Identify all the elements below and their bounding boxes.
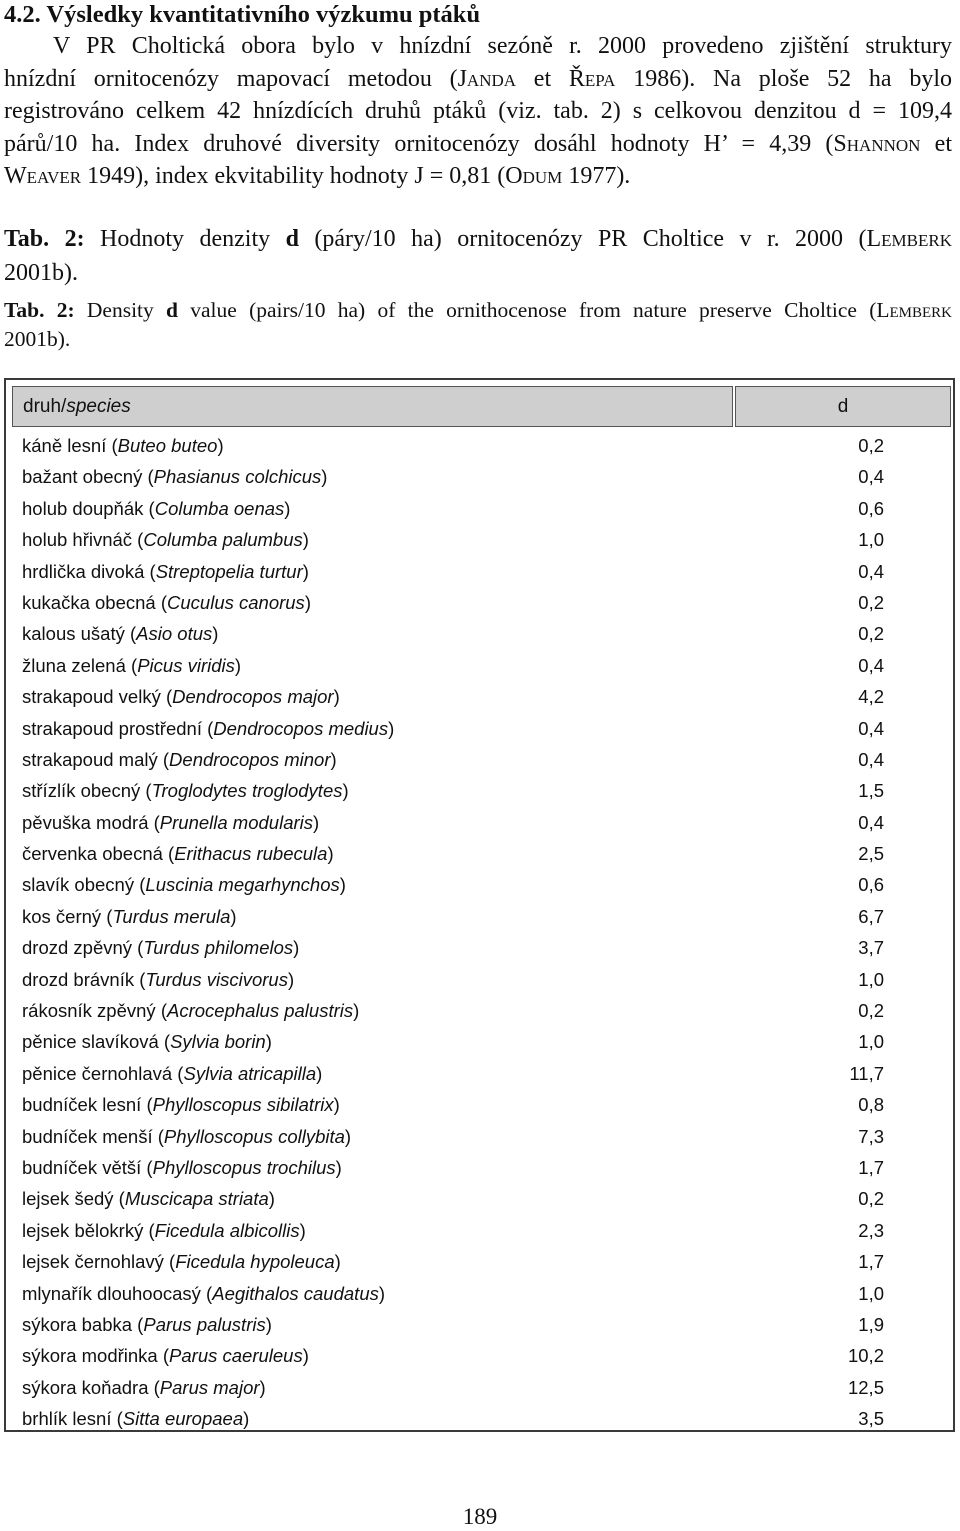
text-run: 1977). [562,163,631,189]
species-latin-name: Streptopelia turtur [155,560,303,582]
table-row [22,1309,952,1340]
species-name: rákosník zpěvný (Acrocephalus palustris) [22,1000,360,1022]
paragraph_lines-line [4,95,952,128]
species-common-name: budníček větší [22,1156,142,1178]
species-common-name: drozd brávník [22,968,135,990]
density-value: 0,4 [858,654,884,676]
species-latin-name: Sylvia borin [170,1031,266,1053]
species-common-name: strakapoud malý [22,748,158,770]
table-caption-english [4,296,952,354]
species-common-name: pěnice slavíková [22,1031,159,1053]
species-latin-name: Cuculus canorus [167,591,305,613]
author-name: Lemberk [866,226,952,252]
density-value: 0,2 [858,435,884,456]
table-row [22,932,952,963]
species-latin-name: Columba oenas [154,497,285,519]
text-run: 1949), index ekvitability hodnoty J = 0,81 ( [81,163,506,189]
header-species-separator: / [61,396,67,417]
species-name: lejsek šedý (Muscicapa striata) [22,1188,275,1210]
table-row [22,1183,952,1214]
species-latin-name: Aegithalos caudatus [212,1282,379,1304]
density-value: 0,4 [858,717,884,739]
species-common-name: káně lesní [22,435,107,456]
species-name: kos černý (Turdus merula) [22,905,237,927]
species-latin-name: Sylvia atricapilla [183,1062,317,1084]
species-latin-name: Parus major [159,1376,260,1398]
table-row [22,1121,952,1152]
density-value: 0,4 [858,466,884,488]
density-value: 0,6 [858,497,884,519]
density-value: 0,2 [858,623,884,645]
species-name: drozd zpěvný (Turdus philomelos) [22,937,300,959]
species-name: sýkora modřinka (Parus caeruleus) [22,1345,309,1367]
species-latin-name: Asio otus [136,623,213,645]
species-latin-name: Turdus philomelos [143,937,294,959]
table-row [22,1372,952,1403]
density-value: 0,2 [858,1000,884,1022]
species-latin-name: Phylloscopus trochilus [152,1156,336,1178]
text-run: 2001b). [4,327,71,351]
author-name: Janda [457,65,517,92]
species-name: červenka obecná (Erithacus rubecula) [22,843,334,865]
density-value: 1,9 [858,1313,884,1335]
species-name: drozd brávník (Turdus viscivorus) [22,968,295,990]
section-heading: 4.2. Výsledky kvantitativního výzkumu ptáků [4,1,481,28]
species-common-name: kalous ušatý [22,623,125,645]
table-row [22,775,952,806]
species-common-name: rákosník zpěvný [22,1000,156,1022]
table-row [22,461,952,492]
table-row [22,1340,952,1371]
density-value: 1,7 [858,1251,884,1273]
paragraph_lines-line [4,128,952,161]
table-row [22,964,952,995]
table-row [22,1058,952,1089]
text-run: et [920,130,952,157]
species-latin-name: Picus viridis [137,654,235,676]
species-latin-name: Dendrocopos minor [169,748,331,770]
table-row [22,430,952,461]
author-name: Lemberk [876,298,953,322]
species-common-name: sýkora koňadra [22,1376,149,1398]
text-run: (páry/10 ha) ornitocenózy PR Choltice v r. 2000 ( [298,226,867,252]
caption_en_lines-line [4,296,952,325]
bold-label: d [285,226,299,252]
species-name: mlynařík dlouhoocasý (Aegithalos caudatus) [22,1282,386,1304]
bold-label: Tab. 2: [4,298,75,322]
table-row [22,1278,952,1309]
species-common-name: brhlík lesní [22,1408,112,1430]
table-row [22,1403,952,1434]
density-value: 0,4 [858,560,884,582]
table-row [22,807,952,838]
species-name: střízlík obecný (Troglodytes troglodytes) [22,780,349,802]
species-name: lejsek černohlavý (Ficedula hypoleuca) [22,1251,341,1273]
density-value: 3,7 [858,937,884,959]
table-row [22,1089,952,1120]
body-paragraph [4,30,952,193]
table-row [22,618,952,649]
header-species-czech: druh [23,396,62,417]
species-latin-name: Turdus viscivorus [145,968,288,990]
paragraph_lines-line [4,30,952,63]
species-name: slavík obecný (Luscinia megarhynchos) [22,874,346,896]
species-name: hrdlička divoká (Streptopelia turtur) [22,560,309,582]
density-value: 0,2 [858,1188,884,1210]
species-latin-name: Turdus merula [112,905,231,927]
species-common-name: hrdlička divoká [22,560,145,582]
species-name: sýkora koňadra (Parus major) [22,1376,266,1398]
species-latin-name: Phylloscopus sibilatrix [152,1094,334,1116]
density-value: 0,4 [858,811,884,833]
species-name: strakapoud malý (Dendrocopos minor) [22,748,337,770]
table-row [22,681,952,712]
species-latin-name: Muscicapa striata [124,1188,269,1210]
species-name: kukačka obecná (Cuculus canorus) [22,591,311,613]
table-row [22,901,952,932]
species-common-name: bažant obecný [22,466,143,488]
density-value: 0,8 [858,1094,884,1116]
table-row [22,869,952,900]
density-value: 11,7 [849,1062,884,1084]
species-common-name: kukačka obecná [22,591,156,613]
density-value: 1,0 [858,968,884,990]
author-name: Odum [505,163,563,189]
species-name: pěnice černohlavá (Sylvia atricapilla) [22,1062,323,1084]
density-value: 0,2 [858,591,884,613]
caption_cz_lines-line [4,256,952,290]
text-run: hnízdní ornitocenózy mapovací metodou ( [4,65,458,92]
density-value: 1,5 [858,780,884,802]
text-run: et [516,65,569,92]
density-value: 1,0 [858,1031,884,1053]
table-row [22,1026,952,1057]
species-latin-name: Buteo buteo [117,435,218,456]
caption_cz_lines-line [4,222,952,256]
caption_en_lines-line [4,325,952,354]
density-value: 3,5 [858,1408,884,1430]
species-common-name: střízlík obecný [22,780,141,802]
bold-label: d [166,298,178,322]
paragraph_lines-line [4,63,952,96]
species-common-name: červenka obecná [22,843,163,865]
species-common-name: drozd zpěvný [22,937,133,959]
species-latin-name: Erithacus rubecula [174,843,328,865]
author-name: Řepa [568,65,616,92]
species-name: strakapoud velký (Dendrocopos major) [22,686,340,708]
density-table [4,378,955,1432]
species-name: pěvuška modrá (Prunella modularis) [22,811,320,833]
density-value: 7,3 [858,1125,884,1147]
species-name: bažant obecný (Phasianus colchicus) [22,466,328,488]
species-common-name: kos černý [22,905,102,927]
text-run: registrováno celkem 42 hnízdících druhů ptáků (viz. tab. 2) s celkovou denzitou d = 109,4 [4,98,952,124]
species-common-name: pěnice černohlavá [22,1062,173,1084]
species-latin-name: Prunella modularis [159,811,314,833]
species-latin-name: Luscinia megarhynchos [145,874,340,896]
species-common-name: holub hřivnáč [22,529,133,551]
density-value: 1,0 [858,529,884,551]
species-name: strakapoud prostřední (Dendrocopos medius) [22,717,395,739]
density-value: 1,0 [858,1282,884,1304]
density-value: 1,7 [858,1156,884,1178]
density-value: 0,4 [858,748,884,770]
species-name: káně lesní (Buteo buteo) [22,435,224,456]
species-latin-name: Phylloscopus collybita [163,1125,345,1147]
table-header-density: d [735,386,951,427]
text-run: value (pairs/10 ha) of the ornithocenose from nature preserve Choltice ( [178,298,877,322]
text-run: Hodnoty denzity [84,226,286,252]
table-row [22,995,952,1026]
table-body [22,430,952,1435]
density-value: 10,2 [847,1345,884,1367]
species-common-name: slavík obecný [22,874,135,896]
species-common-name: holub doupňák [22,497,144,519]
species-name: holub hřivnáč (Columba palumbus) [22,529,309,551]
header-species-english: species [66,396,131,417]
density-value: 0,6 [858,874,884,896]
species-common-name: pěvuška modrá [22,811,149,833]
table-row [22,650,952,681]
species-common-name: mlynařík dlouhoocasý [22,1282,201,1304]
species-name: lejsek bělokrký (Ficedula albicollis) [22,1219,306,1241]
species-name: brhlík lesní (Sitta europaea) [22,1408,250,1430]
species-common-name: strakapoud velký [22,686,161,708]
table-header-species [12,386,733,427]
table-row [22,713,952,744]
species-latin-name: Dendrocopos major [172,686,334,708]
density-value: 2,3 [858,1219,884,1241]
species-latin-name: Acrocephalus palustris [167,1000,354,1022]
species-name: budníček větší (Phylloscopus trochilus) [22,1156,342,1178]
species-common-name: strakapoud prostřední [22,717,202,739]
species-name: kalous ušatý (Asio otus) [22,623,219,645]
table-row [22,556,952,587]
bold-label: Tab. 2: [4,226,85,252]
species-common-name: lejsek černohlavý [22,1251,164,1273]
density-value: 2,5 [858,843,884,865]
species-latin-name: Ficedula hypoleuca [175,1251,335,1273]
species-latin-name: Sitta europaea [122,1408,244,1430]
species-common-name: lejsek bělokrký [22,1219,144,1241]
species-latin-name: Troglodytes troglodytes [151,780,343,802]
density-value: 6,7 [858,905,884,927]
species-name: holub doupňák (Columba oenas) [22,497,291,519]
table-row [22,587,952,618]
text-run: 1986). Na ploše 52 ha bylo [615,65,952,92]
species-name: budníček lesní (Phylloscopus sibilatrix) [22,1094,340,1116]
species-common-name: lejsek šedý [22,1188,114,1210]
species-latin-name: Parus palustris [143,1313,266,1335]
species-common-name: sýkora modřinka [22,1345,158,1367]
species-name: budníček menší (Phylloscopus collybita) [22,1125,352,1147]
table-row [22,1246,952,1277]
table-row [22,744,952,775]
table-row [22,838,952,869]
species-common-name: budníček menší [22,1125,153,1147]
text-run: V PR Choltická obora bylo v hnízdní sezóně r. 2000 provedeno zjištění struktury [53,33,952,59]
species-name: žluna zelená (Picus viridis) [22,654,242,676]
text-run: 2001b). [4,260,78,286]
species-common-name: sýkora babka [22,1313,133,1335]
author-name: Weaver [4,163,82,189]
table-caption-czech [4,222,952,290]
density-value: 12,5 [847,1376,884,1398]
species-name: pěnice slavíková (Sylvia borin) [22,1031,272,1053]
table-row [22,493,952,524]
species-latin-name: Ficedula albicollis [154,1219,300,1241]
author-name: Shannon [833,130,921,157]
species-common-name: žluna zelená [22,654,126,676]
species-common-name: budníček lesní [22,1094,142,1116]
text-run: Density [74,298,167,322]
table-row [22,524,952,555]
table-row [22,1215,952,1246]
page-number: 189 [462,1504,498,1529]
species-latin-name: Phasianus colchicus [153,466,322,488]
species-latin-name: Columba palumbus [143,529,303,551]
table-row [22,1152,952,1183]
species-latin-name: Dendrocopos medius [213,717,389,739]
species-latin-name: Parus caeruleus [169,1345,303,1367]
paragraph_lines-line [4,160,952,193]
species-name: sýkora babka (Parus palustris) [22,1313,272,1335]
density-value: 4,2 [858,686,884,708]
text-run: párů/10 ha. Index druhové diversity ornitocenózy dosáhl hodnoty H’ = 4,39 ( [4,130,834,157]
